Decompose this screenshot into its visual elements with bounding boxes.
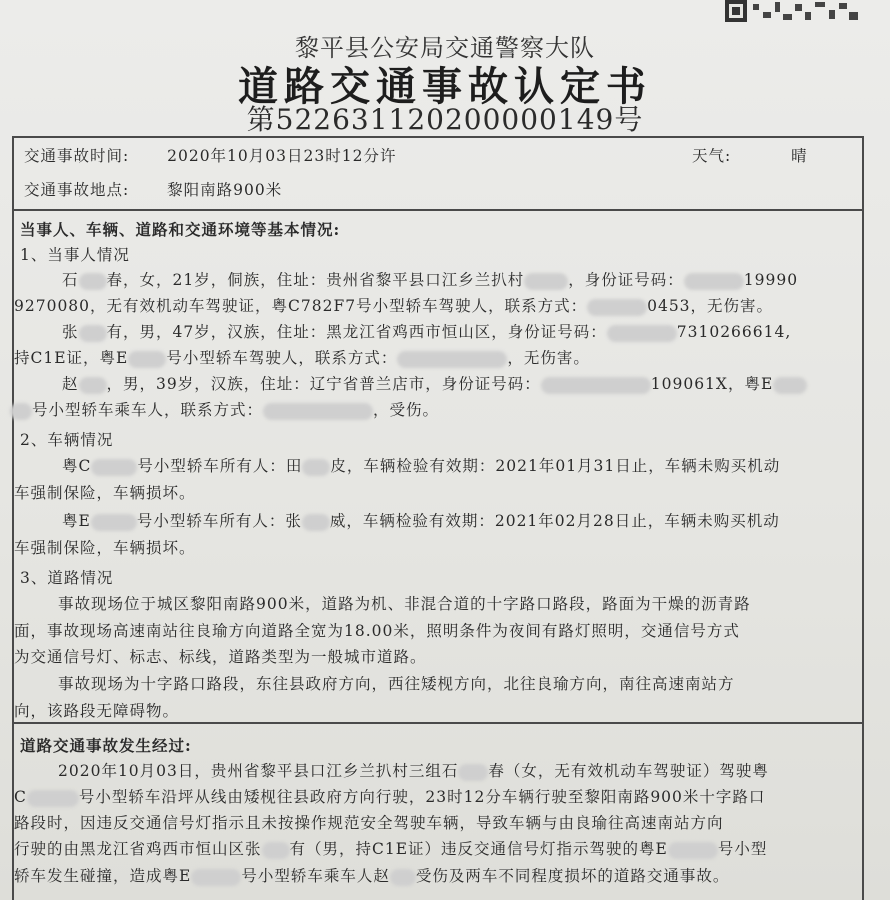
process-title: 道路交通事故发生经过: [20, 736, 192, 755]
redaction-mark [79, 377, 107, 394]
party2-line1 [62, 320, 791, 342]
document-number: 第522631120200000149号 [246, 103, 644, 136]
process-line2 [14, 785, 765, 807]
road-heading: 3、道路情况 [20, 569, 114, 587]
weather-row [692, 144, 808, 166]
party1-line1 [62, 268, 798, 290]
party3-line1 [62, 372, 807, 394]
redaction-mark [773, 377, 807, 394]
process-line1 [58, 759, 769, 781]
process-line1-end: 春（女，无有效机动车驾驶证）驾驶粤 [488, 762, 769, 780]
party3-id-part: 109061X，粤E [650, 375, 774, 393]
place-value: 黎阳南路900米 [167, 181, 283, 199]
divider-process [12, 722, 862, 724]
party3-injury: ，受伤。 [373, 401, 440, 419]
process-line2-text: 号小型轿车沿坪从线由矮枧往县政府方向行驶，23时12分车辆行驶至黎阳南路900米十字路口 [78, 788, 766, 806]
redaction-mark [607, 325, 677, 342]
process-line4-start: 行驶的由黑龙江省鸡西市恒山区张 [14, 840, 262, 858]
party2-line2 [14, 346, 590, 368]
process-line5 [14, 864, 729, 886]
vehicle2-line1 [62, 509, 780, 531]
agency-name: 黎平县公安局交通警察大队 [295, 34, 595, 62]
party1-id-label: ，身份证号码： [568, 271, 684, 289]
redaction-mark [458, 764, 488, 781]
party2-vehicle-info: 号小型轿车驾驶人，联系方式： [166, 349, 398, 367]
party3-passenger-info: 号小型轿车乘车人，联系方式： [32, 401, 264, 419]
redaction-mark [668, 842, 718, 859]
redaction-mark [27, 790, 79, 807]
road-line5: 向，该路段无障碍物。 [14, 702, 180, 720]
document-title: 道路交通事故认定书 [238, 63, 652, 110]
redaction-mark [262, 842, 290, 859]
process-line5-end: 受伤及两车不同程度损坏的道路交通事故。 [415, 867, 730, 885]
party1-name-start: 石 [62, 271, 79, 289]
party3-name-start: 赵 [62, 375, 79, 393]
vehicle1-owner: 号小型轿车所有人：田 [137, 457, 303, 475]
process-line4-end: 号小型 [717, 840, 768, 858]
redaction-mark [263, 403, 373, 420]
party2-name-start: 张 [62, 323, 79, 341]
redaction-mark [79, 273, 107, 290]
redaction-mark [541, 377, 651, 394]
process-plate-start: C [14, 788, 27, 806]
place-label: 交通事故地点: [24, 181, 130, 199]
party1-info: 春，女，21岁，侗族，住址：贵州省黎平县口江乡兰扒村 [106, 271, 525, 289]
vehicle-heading: 2、车辆情况 [20, 431, 114, 449]
redaction-mark [302, 459, 330, 476]
party1-line2 [14, 294, 773, 316]
redaction-mark [10, 403, 32, 420]
party3-line2 [10, 398, 439, 420]
qr-code-icon [725, 0, 860, 24]
party1-contact-tail: 0453，无伤害。 [647, 297, 774, 315]
party2-injury: ，无伤害。 [507, 349, 590, 367]
redaction-mark [524, 273, 568, 290]
road-line2: 面，事故现场高速南站往良瑜方向道路全宽为18.00米，照明条件为夜间有路灯照明，交通信号方式 [14, 622, 740, 640]
party3-info: ，男，39岁，汉族，住址：辽宁省普兰店市，身份证号码： [106, 375, 541, 393]
road-line1: 事故现场位于城区黎阳南路900米，道路为机、非混合道的十字路口路段，路面为干燥的沥青路 [58, 595, 751, 613]
party-heading: 1、当事人情况 [20, 246, 130, 264]
weather-label: 天气: [692, 147, 732, 165]
vehicle1-plate-start: 粤C [62, 457, 92, 475]
section-title: 当事人、车辆、道路和交通环境等基本情况: [20, 220, 341, 239]
redaction-mark [390, 869, 416, 886]
vehicle1-line1 [62, 454, 780, 476]
road-line4: 事故现场为十字路口路段，东往县政府方向，西往矮枧方向，北往良瑜方向，南往高速南站方 [58, 675, 735, 693]
divider-basic [12, 209, 862, 211]
party1-id-part: 19990 [743, 271, 799, 289]
redaction-mark [587, 299, 647, 316]
process-line5-mid: 号小型轿车乘车人赵 [241, 867, 390, 885]
redaction-mark [191, 869, 241, 886]
process-line5-start: 轿车发生碰撞，造成粤E [14, 867, 192, 885]
vehicle1-line2: 车强制保险，车辆损坏。 [14, 484, 196, 502]
redaction-mark [79, 325, 107, 342]
vehicle2-plate-start: 粤E [62, 512, 91, 530]
redaction-mark [684, 273, 744, 290]
place-row [24, 178, 282, 200]
redaction-mark [91, 459, 137, 476]
vehicle1-inspection: 皮，车辆检验有效期：2021年01月31日止，车辆未购买机动 [330, 457, 781, 475]
redaction-mark [302, 514, 330, 531]
process-line3: 路段时，因违反交通信号灯指示且未按操作规范安全驾驶车辆，导致车辆与由良瑜往高速南站方向 [14, 814, 724, 832]
party1-license-info: 9270080，无有效机动车驾驶证，粤C782F7号小型轿车驾驶人，联系方式： [14, 297, 588, 315]
party2-info: 有，男，47岁，汉族，住址：黑龙江省鸡西市恒山区，身份证号码： [106, 323, 607, 341]
redaction-mark [397, 351, 507, 368]
time-value: 2020年10月03日23时12分许 [167, 147, 397, 165]
road-line3: 为交通信号灯、标志、标线，道路类型为一般城市道路。 [14, 648, 427, 666]
process-line4 [14, 837, 767, 859]
vehicle2-owner: 号小型轿车所有人：张 [136, 512, 302, 530]
vehicle2-inspection: 威，车辆检验有效期：2021年02月28日止，车辆未购买机动 [329, 512, 780, 530]
process-line1-start: 2020年10月03日，贵州省黎平县口江乡兰扒村三组石 [58, 762, 459, 780]
redaction-mark [128, 351, 166, 368]
vehicle2-line2: 车强制保险，车辆损坏。 [14, 539, 196, 557]
time-row [24, 144, 396, 166]
redaction-mark [91, 514, 137, 531]
process-line4-mid: 有（男，持C1E证）违反交通信号灯指示驾驶的粤E [289, 840, 668, 858]
time-label: 交通事故时间: [24, 147, 130, 165]
weather-value: 晴 [791, 147, 808, 165]
party2-id-part: 7310266614, [676, 323, 792, 341]
party2-license-info: 持C1E证，粤E [14, 349, 129, 367]
